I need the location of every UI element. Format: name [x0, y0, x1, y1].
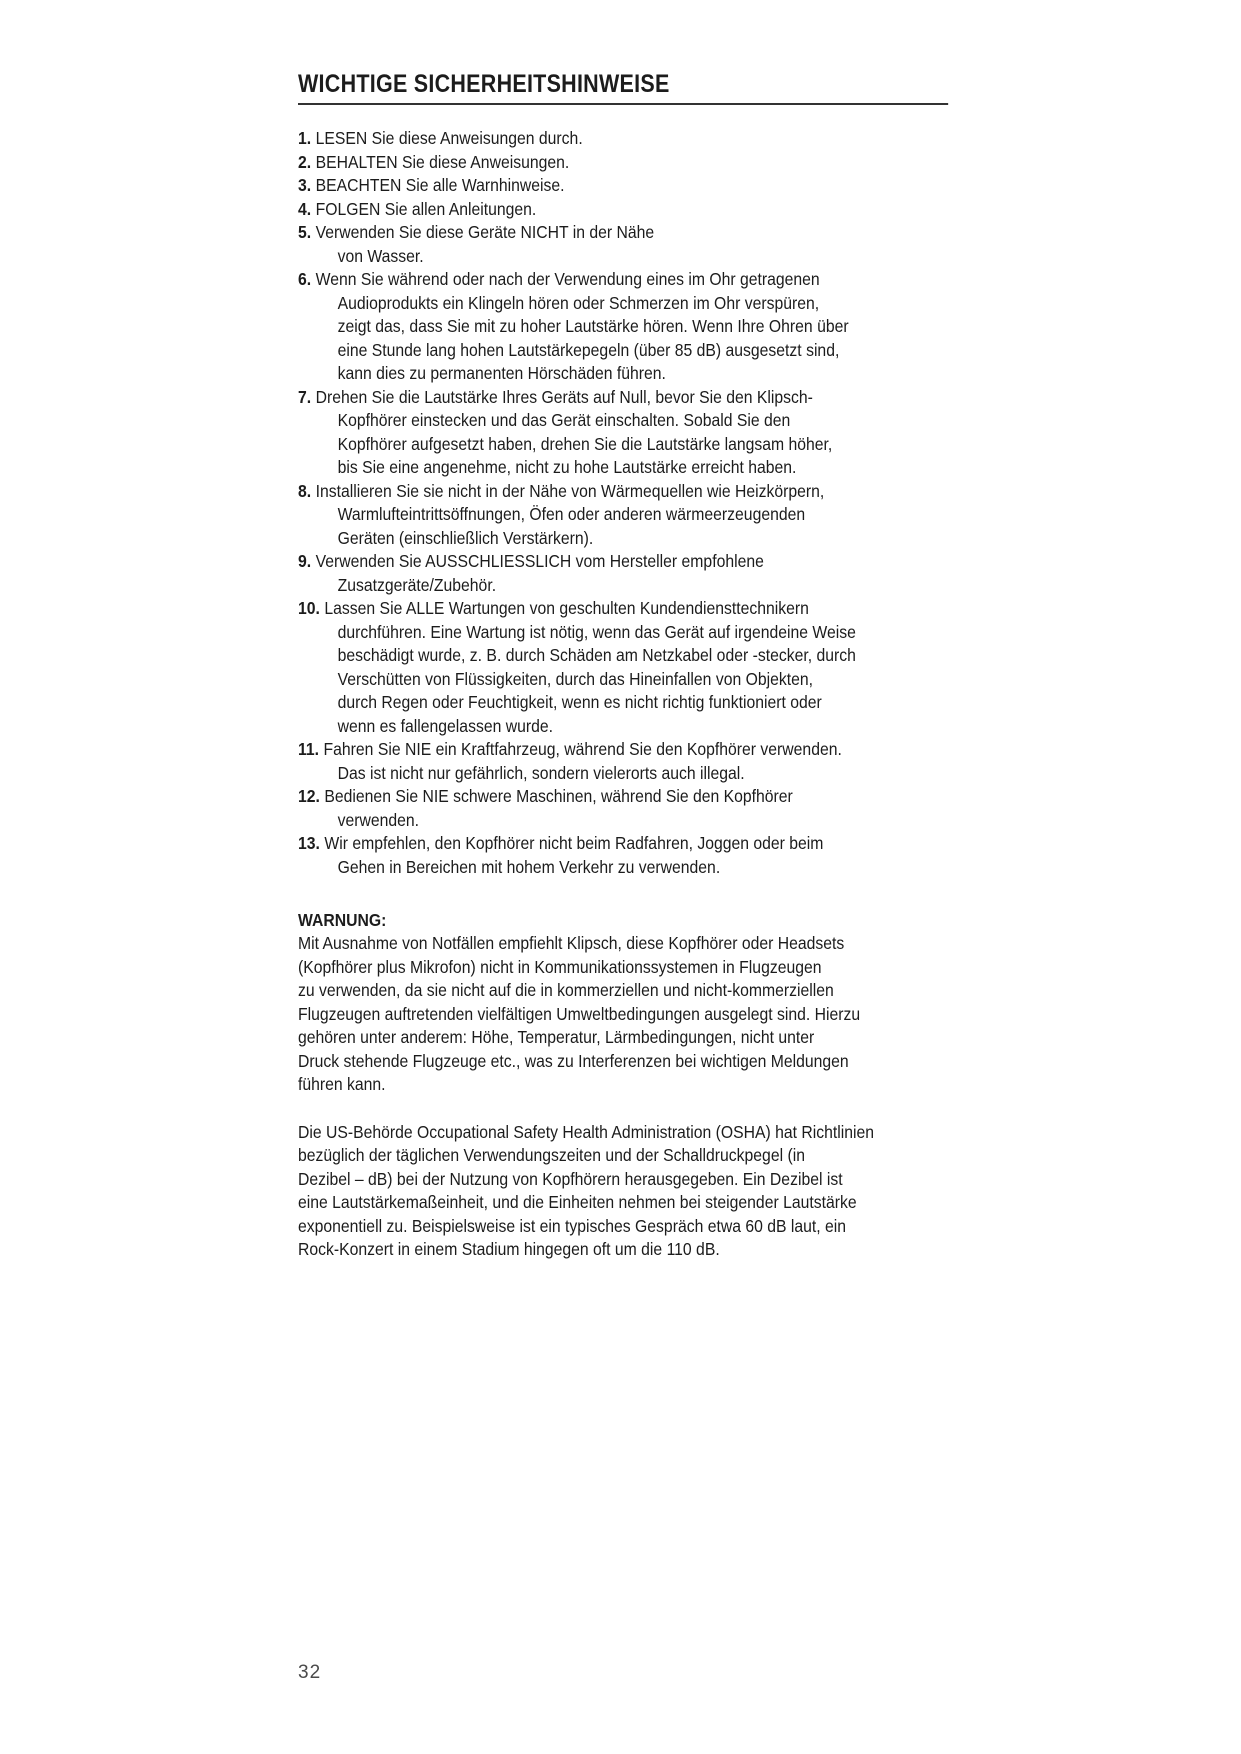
- list-item-continuation: Audioprodukts ein Klingeln hören oder Schmerzen im Ohr verspüren,: [337, 292, 820, 313]
- paragraph-line: führen kann.: [298, 1074, 386, 1094]
- list-item-first-line: [298, 785, 949, 809]
- paragraph-line: (Kopfhörer plus Mikrofon) nicht in Kommunikationssystemen in Flugzeugen: [298, 956, 822, 977]
- list-item-text: BEACHTEN Sie alle Warnhinweise.: [315, 175, 565, 195]
- list-item: [298, 386, 949, 480]
- list-item-continuation: von Wasser.: [337, 245, 424, 266]
- list-item-text: LESEN Sie diese Anweisungen durch.: [315, 128, 583, 148]
- list-item: [298, 785, 949, 832]
- document-page: [298, 70, 950, 1262]
- list-item-continuation: Gehen in Bereichen mit hohem Verkehr zu verwenden.: [337, 856, 721, 877]
- list-item-first-line: [298, 832, 949, 856]
- list-item-continuation: Kopfhörer einstecken und das Gerät einschalten. Sobald Sie den: [337, 410, 791, 430]
- list-item: [298, 480, 949, 551]
- list-item-number: 7.: [298, 386, 312, 407]
- paragraph-line: Dezibel – dB) bei der Nutzung von Kopfhörern herausgegeben. Ein Dezibel ist: [298, 1168, 843, 1189]
- list-item-first-line: [298, 738, 949, 762]
- list-item-continuation: eine Stunde lang hohen Lautstärkepegeln (über 85 dB) ausgesetzt sind,: [337, 339, 840, 360]
- safety-instructions-list: [298, 127, 949, 879]
- paragraph-line: eine Lautstärkemaßeinheit, und die Einheiten nehmen bei steigender Lautstärke: [298, 1192, 857, 1212]
- list-item-number: 8.: [298, 480, 312, 501]
- paragraph-line: Mit Ausnahme von Notfällen empfiehlt Klipsch, diese Kopfhörer oder Headsets: [298, 933, 845, 953]
- list-item-continuation: Das ist nicht nur gefährlich, sondern vielerorts auch illegal.: [337, 762, 745, 783]
- list-item-number: 5.: [298, 222, 312, 242]
- list-item-text: BEHALTEN Sie diese Anweisungen.: [315, 151, 570, 172]
- list-item-continuation: Zusatzgeräte/Zubehör.: [337, 574, 497, 595]
- list-item-number: 10.: [298, 598, 320, 618]
- list-item-text: Wenn Sie während oder nach der Verwendung eines im Ohr getragenen: [315, 269, 820, 289]
- list-item: [298, 151, 949, 175]
- paragraph-line: gehören unter anderem: Höhe, Temperatur, Lärmbedingungen, nicht unter: [298, 1027, 815, 1047]
- list-item-continuation: zeigt das, dass Sie mit zu hoher Lautstärke hören. Wenn Ihre Ohren über: [337, 316, 849, 336]
- paragraph-line: Die US-Behörde Occupational Safety Health Administration (OSHA) hat Richtlinien: [298, 1121, 875, 1142]
- list-item: [298, 221, 949, 268]
- paragraph-line: Flugzeugen auftretenden vielfältigen Umweltbedingungen ausgelegt sind. Hierzu: [298, 1003, 861, 1024]
- list-item-continuation: Warmlufteintrittsöffnungen, Öfen oder anderen wärmeerzeugenden: [337, 504, 806, 524]
- list-item-text: Fahren Sie NIE ein Kraftfahrzeug, während Sie den Kopfhörer verwenden.: [323, 739, 842, 759]
- page-number: 32: [298, 1662, 322, 1683]
- list-item-continuation: durchführen. Eine Wartung ist nötig, wenn das Gerät auf irgendeine Weise: [337, 621, 856, 642]
- list-item-number: 12.: [298, 786, 320, 806]
- paragraph-line: zu verwenden, da sie nicht auf die in kommerziellen und nicht-kommerziellen: [298, 980, 834, 1000]
- list-item-first-line: [298, 268, 949, 292]
- page-title: WICHTIGE SICHERHEITSHINWEISE: [298, 70, 948, 105]
- list-item-first-line: [298, 151, 949, 175]
- list-item-first-line: [298, 597, 949, 621]
- list-item-number: 1.: [298, 128, 312, 148]
- list-item-continuation: Kopfhörer aufgesetzt haben, drehen Sie die Lautstärke langsam höher,: [337, 433, 833, 454]
- list-item-number: 4.: [298, 198, 312, 219]
- content-block: [298, 127, 949, 1262]
- list-item-first-line: [298, 480, 949, 504]
- list-item: [298, 738, 949, 785]
- warning-heading: WARNUNG:: [298, 910, 387, 930]
- list-item-first-line: [298, 221, 949, 245]
- list-item-text: Verwenden Sie AUSSCHLIESSLICH vom Hersteller empfohlene: [315, 551, 764, 571]
- list-item-continuation: beschädigt wurde, z. B. durch Schäden am Netzkabel oder -stecker, durch: [337, 645, 856, 665]
- list-item-number: 9.: [298, 551, 312, 571]
- list-item-text: Drehen Sie die Lautstärke Ihres Geräts auf Null, bevor Sie den Klipsch-: [315, 386, 813, 407]
- osha-paragraph: [298, 1121, 949, 1262]
- list-item-number: 11.: [298, 739, 320, 759]
- list-item-first-line: [298, 127, 949, 151]
- paragraph-line: Druck stehende Flugzeuge etc., was zu Interferenzen bei wichtigen Meldungen: [298, 1050, 849, 1071]
- list-item: [298, 198, 949, 222]
- list-item-continuation: Verschütten von Flüssigkeiten, durch das Hineinfallen von Objekten,: [337, 668, 814, 689]
- list-item-continuation: bis Sie eine angenehme, nicht zu hohe Lautstärke erreicht haben.: [337, 457, 797, 477]
- list-item-text: Installieren Sie sie nicht in der Nähe von Wärmequellen wie Heizkörpern,: [315, 480, 825, 501]
- list-item: [298, 127, 949, 151]
- list-item-text: FOLGEN Sie allen Anleitungen.: [315, 198, 537, 219]
- list-item-first-line: [298, 174, 949, 198]
- list-item-text: Verwenden Sie diese Geräte NICHT in der Nähe: [315, 222, 655, 242]
- list-item-text: Bedienen Sie NIE schwere Maschinen, während Sie den Kopfhörer: [324, 786, 793, 806]
- list-item-first-line: [298, 386, 949, 410]
- paragraph-line: exponentiell zu. Beispielsweise ist ein typisches Gespräch etwa 60 dB laut, ein: [298, 1215, 847, 1236]
- list-item: [298, 174, 949, 198]
- list-item: [298, 268, 949, 386]
- paragraph-line: bezüglich der täglichen Verwendungszeiten und der Schalldruckpegel (in: [298, 1145, 805, 1165]
- list-item-continuation: kann dies zu permanenten Hörschäden führen.: [337, 363, 666, 383]
- list-item: [298, 550, 949, 597]
- list-item-continuation: durch Regen oder Feuchtigkeit, wenn es nicht richtig funktioniert oder: [337, 692, 822, 712]
- list-item-number: 2.: [298, 151, 312, 172]
- list-item-continuation: verwenden.: [337, 809, 420, 830]
- list-item-number: 6.: [298, 269, 312, 289]
- list-item: [298, 597, 949, 738]
- list-item-continuation: Geräten (einschließlich Verstärkern).: [337, 527, 594, 548]
- list-item-first-line: [298, 198, 949, 222]
- list-item: [298, 832, 949, 879]
- list-item-text: Wir empfehlen, den Kopfhörer nicht beim Radfahren, Joggen oder beim: [324, 833, 824, 853]
- list-item-text: Lassen Sie ALLE Wartungen von geschulten Kundendiensttechnikern: [324, 598, 809, 618]
- list-item-number: 13.: [298, 833, 320, 853]
- list-item-first-line: [298, 550, 949, 574]
- list-item-continuation: wenn es fallengelassen wurde.: [337, 715, 553, 736]
- list-item-number: 3.: [298, 175, 312, 195]
- warning-paragraph: [298, 932, 949, 1097]
- paragraph-line: Rock-Konzert in einem Stadium hingegen oft um die 110 dB.: [298, 1239, 720, 1259]
